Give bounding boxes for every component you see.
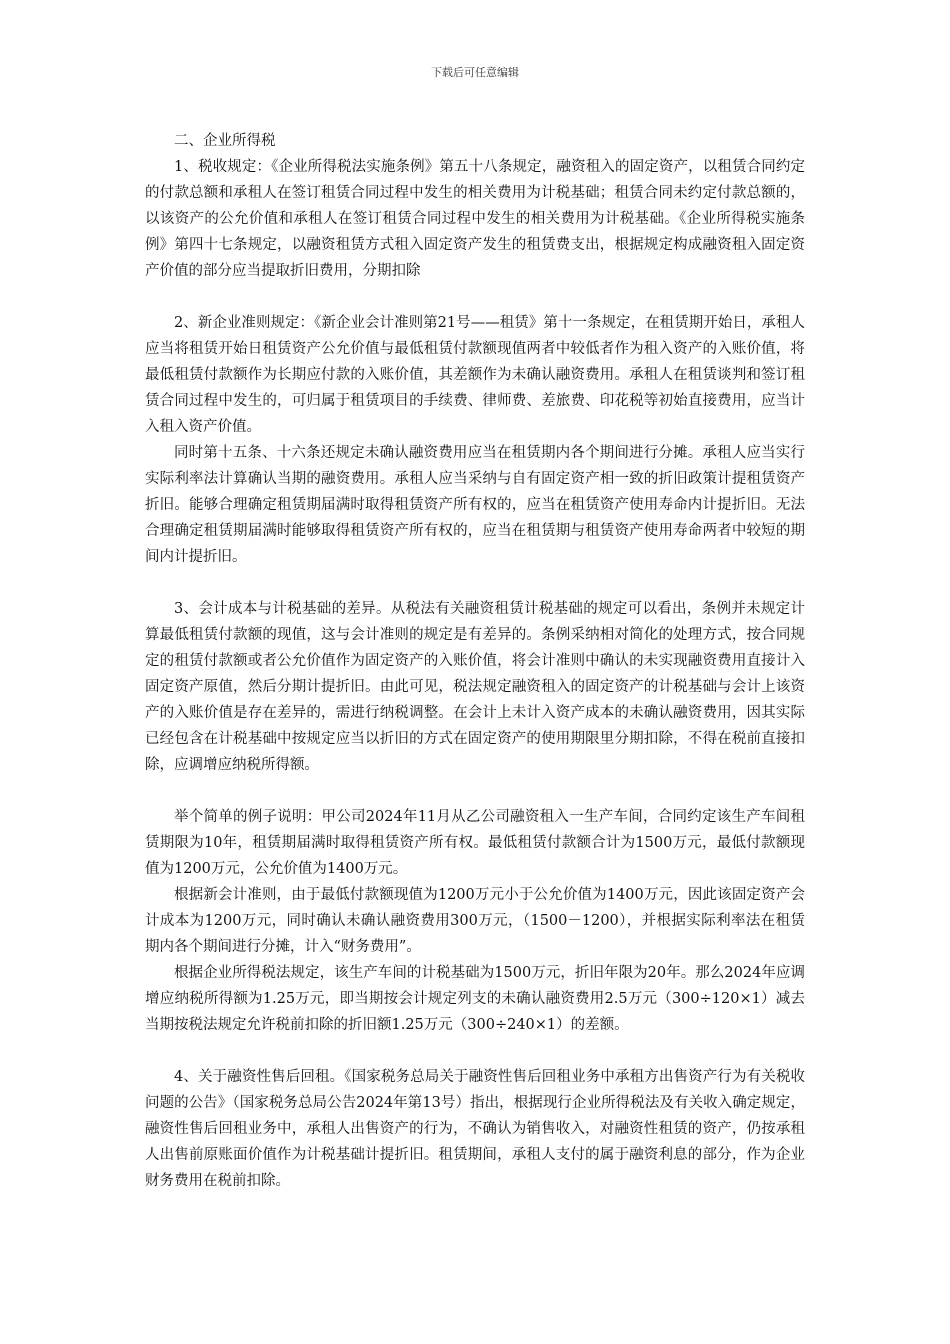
paragraph-gap bbox=[145, 570, 805, 596]
paragraph-cost-difference: 3、会计成本与计税基础的差异。从税法有关融资租赁计税基础的规定可以看出，条例并未规定计算最低租赁付款额的现值，这与会计准则的规定是有差异的。条例采纳相对简化的处理方式，按合同规定的租赁付款额或者公允价值作为固定资产的入账价值，将会计准则中确认的未实现融资费用直接计入固定资产原值，然后分期计提折旧。由此可见，税法规定融资租入的固定资产的计税基础与会计上该资产的入账价值是存在差异的，需进行纳税调整。在会计上未计入资产成本的未确认融资费用，因其实际已经包含在计税基础中按规定应当以折旧的方式在固定资产的使用期限里分期扣除，不得在税前直接扣除，应调增应纳税所得额。 bbox=[145, 601, 805, 773]
paragraph-sale-leaseback: 4、关于融资性售后回租。《国家税务总局关于融资性售后回租业务中承租方出售资产行为有关税收问题的公告》（国家税务总局公告2024年第13号）指出，根据现行企业所得税法及有关收入确定规定，融资性售后回租业务中，承租人出售资产的行为，不确认为销售收入，对融资性租赁的资产，仍按承租人出售前原账面价值作为计税基础计提折旧。租赁期间，承租人支付的属于融资利息的部分，作为企业财务费用在税前扣除。 bbox=[145, 1069, 805, 1189]
paragraph-tax-rule: 1、税收规定：《企业所得税法实施条例》第五十八条规定，融资租入的固定资产，以租赁合同约定的付款总额和承租人在签订租赁合同过程中发生的相关费用为计税基础；租赁合同未约定付款总额的，以该资产的公允价值和承租人在签订租赁合同过程中发生的相关费用为计税基础。《企业所得税实施条例》第四十七条规定，以融资租赁方式租入固定资产发生的租赁费支出，根据规定构成融资租入固定资产价值的部分应当提取折旧费用，分期扣除 bbox=[145, 159, 805, 279]
header-note: 下载后可任意编辑 bbox=[431, 66, 519, 79]
document-body bbox=[145, 128, 805, 1194]
paragraph-example-tax: 根据企业所得税法规定，该生产车间的计税基础为1500万元，折旧年限为20年。那么2024年应调增应纳税所得额为1.25万元，即当期按会计规定列支的未确认融资费用2.5万元（300÷120×1）减去当期按税法规定允许税前扣除的折旧额1.25万元（300÷240×1）的差额。 bbox=[145, 965, 805, 1033]
paragraph-gap bbox=[145, 1038, 805, 1064]
paragraph-amortization: 同时第十五条、十六条还规定未确认融资费用应当在租赁期内各个期间进行分摊。承租人应当实行实际利率法计算确认当期的融资费用。承租人应当采纳与自有固定资产相一致的折旧政策计提租赁资产折旧。能够合理确定租赁期届满时取得租赁资产所有权的，应当在租赁资产使用寿命内计提折旧。无法合理确定租赁期届满时能够取得租赁资产所有权的，应当在租赁期与租赁资产使用寿命两者中较短的期间内计提折旧。 bbox=[145, 445, 805, 565]
paragraph-example-accounting: 根据新会计准则，由于最低付款额现值为1200万元小于公允价值为1400万元，因此该固定资产会计成本为1200万元，同时确认未确认融资费用300万元，（1500－1200），并根据实际利率法在租赁期内各个期间进行分摊，计入“财务费用”。 bbox=[145, 887, 805, 955]
section-title: 二、企业所得税 bbox=[174, 133, 276, 149]
paragraph-gap bbox=[145, 778, 805, 804]
paragraph-gap bbox=[145, 284, 805, 310]
paragraph-example: 举个简单的例子说明：甲公司2024年11月从乙公司融资租入一生产车间，合同约定该生产车间租赁期限为10年，租赁期届满时取得租赁资产所有权。最低租赁付款额合计为1500万元，最低付款额现值为1200万元，公允价值为1400万元。 bbox=[145, 809, 805, 877]
paragraph-accounting-standard: 2、新企业准则规定：《新企业会计准则第21号——租赁》第十一条规定，在租赁期开始日，承租人应当将租赁开始日租赁资产公允价值与最低租赁付款额现值两者中较低者作为租入资产的入账价值，将最低租赁付款额作为长期应付款的入账价值，其差额作为未确认融资费用。承租人在租赁谈判和签订租赁合同过程中发生的，可归属于租赁项目的手续费、律师费、差旅费、印花税等初始直接费用，应当计入租入资产价值。 bbox=[145, 315, 805, 435]
